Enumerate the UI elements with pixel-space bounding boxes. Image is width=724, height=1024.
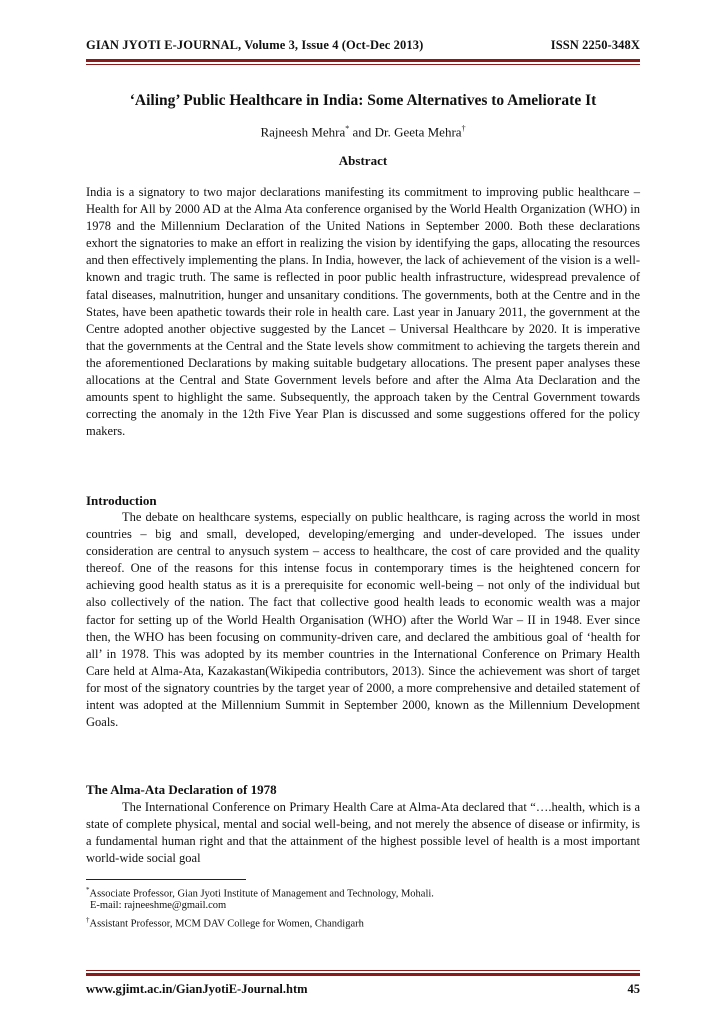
author-joiner: and bbox=[349, 124, 375, 140]
section-heading-alma-ata: The Alma-Ata Declaration of 1978 bbox=[86, 782, 277, 797]
journal-url[interactable]: www.gjimt.ac.in/GianJyotiE-Journal.htm bbox=[86, 982, 308, 996]
footnote-mark: * bbox=[345, 124, 350, 133]
author-name: Dr. Geeta Mehra bbox=[374, 124, 462, 140]
section-heading-introduction: Introduction bbox=[86, 493, 157, 508]
issn: ISSN 2250-348X bbox=[550, 38, 640, 52]
footnote-email: E-mail: rajneeshme@gmail.com bbox=[90, 900, 227, 911]
abstract-heading: Abstract bbox=[338, 153, 388, 168]
header-rule bbox=[86, 59, 640, 62]
footnote-mark: * bbox=[86, 886, 90, 894]
footnote-2 bbox=[86, 914, 640, 931]
introduction-text: The debate on healthcare systems, especially on public healthcare, is raging across the world in most countries – big and small, developed, developing/emerging and under-developed. The issues under consideration are central to anysuch system – access to healthcare, the cost of care provided and the quality thereof. One of the reasons for this intense focus in contemporary times is the heightened concern for achieving good health status as it is a prerequisite for economic well-being – not only of the individual but also collectively of the nation. The fact that collective good health leads to economic wealth was a major factor for setting up of the World Health Organisation (WHO) after the World War – II in 1948. Ever since then, the WHO has been focusing on community-driven care, and declared the ambitious goal of ‘health for all’ in 1978. This was adopted by its member countries in the International Conference on Primary Health Care held at Alma-Ata, Kazakastan(Wikipedia contributors, 2013). Since the achievement was short of target for most of the signatory countries by the target year of 2000, a more comprehensive and detailed statement of intent was adopted at the Millennium Summit in September 2000, known as the Millennium Development Goals. bbox=[86, 510, 640, 730]
footnote-text: Associate Professor, Gian Jyoti Institute of Management and Technology, Mohali. bbox=[89, 888, 434, 900]
footnote-text: Assistant Professor, MCM DAV College for Women, Chandigarh bbox=[89, 918, 364, 930]
author-line bbox=[86, 124, 640, 140]
running-header bbox=[86, 38, 640, 53]
alma-ata-text: The International Conference on Primary Health Care at Alma-Ata declared that “….health, which is a state of complete physical, mental and social well-being, and not merely the absence of disease or infirmity, is a fundamental human right and that the attainment of the highest possible level of health is a most important world-wide social goal bbox=[86, 800, 640, 866]
footnote-separator bbox=[86, 879, 246, 880]
journal-name: GIAN JYOTI E-JOURNAL, Volume 3, Issue 4 (Oct-Dec 2013) bbox=[86, 38, 424, 52]
footer-rule-thin bbox=[86, 970, 640, 971]
paper-title: ‘Ailing’ Public Healthcare in India: Some Alternatives to Ameliorate It bbox=[129, 92, 597, 109]
abstract-text: India is a signatory to two major declarations manifesting its commitment to improving public healthcare – Health for All by 2000 AD at the Alma Ata conference organised by the World Health Organization (WHO) in 1978 and the Millennium Declaration of the United Nations in September 2000. Both these declarations exhort the signatories to make an effort in realizing the vision by identifying the gaps, allocating the resources and then effectively implementing the plans. In India, however, the lack of achievement of the vision is a well-known and tragic truth. The same is reflected in poor public health infrastructure, widespread prevalence of fatal diseases, malnutrition, hunger and unsanitary conditions. The governments, both at the Centre and in the States, have been apathetic towards their role in health care. Last year in January 2011, the government at the Centre adopted another objective suggested by the Lancet – Universal Healthcare by 2020. It is imperative that the governments at the Central and the State levels show commitment to achieving the targets therein and the aforementioned Declarations by making suitable budgetary allocations. The present paper analyses these allocations at the Central and State Government levels before and after the Alma Ata Declaration and the amounts spent to highlight the same. Subsequently, the approach taken by the Central Government towards correcting the anomaly in the 12th Five Year Plan is discussed and some suggestions offered for the policy makers. bbox=[86, 185, 640, 439]
header-rule-thin bbox=[86, 64, 640, 65]
page-number: 45 bbox=[627, 982, 640, 996]
footnote-mark: † bbox=[461, 124, 466, 133]
running-footer bbox=[86, 982, 640, 997]
footnote-mark: † bbox=[86, 916, 90, 924]
footer-rule bbox=[86, 973, 640, 976]
author-name: Rajneesh Mehra bbox=[260, 124, 346, 140]
